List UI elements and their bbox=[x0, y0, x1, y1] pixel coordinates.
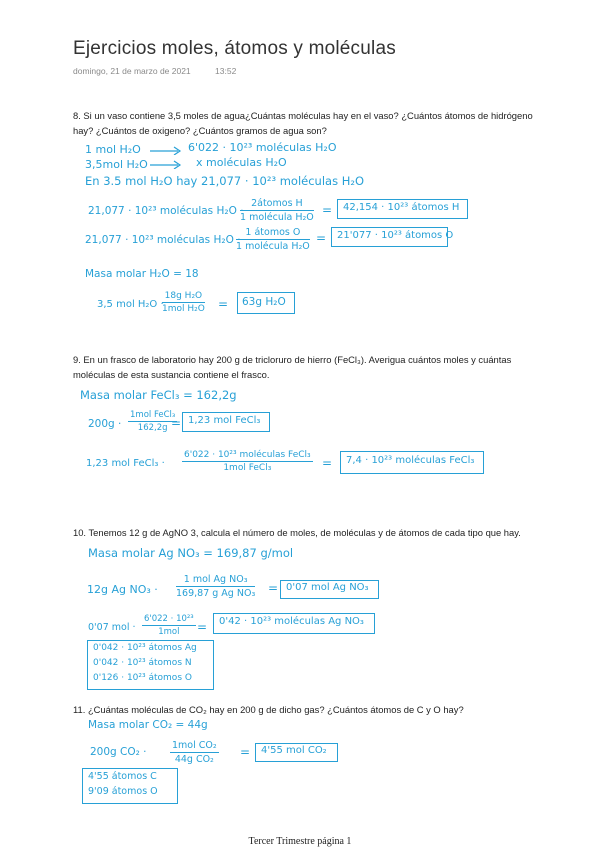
q11-a-result: 4'55 mol CO₂ bbox=[261, 745, 327, 756]
q8-o-equals: = bbox=[316, 231, 327, 245]
q8-g-left: 3,5 mol H₂O · bbox=[97, 299, 164, 310]
q11-atoms-o: 9'09 átomos O bbox=[88, 786, 158, 797]
q9-b-equals: = bbox=[322, 456, 333, 470]
q8-line1-right: 6'022 · 10²³ moléculas H₂O bbox=[188, 141, 337, 154]
q8-g-denominator: 1mol H₂O bbox=[162, 304, 205, 314]
q8-o-fraction bbox=[236, 227, 310, 252]
q9-molar-mass: Masa molar FeCl₃ = 162,2g bbox=[80, 388, 237, 402]
q10-atoms-o: 0'126 · 10²³ átomos O bbox=[93, 673, 192, 683]
q9-a-fraction bbox=[128, 410, 177, 433]
question-10: 10. Tenemos 12 g de AgNO 3, calcula el número de moles, de moléculas y de átomos de cada tipo que hay. bbox=[73, 527, 521, 538]
q8-line1-left: 1 mol H₂O bbox=[85, 143, 141, 156]
q10-atoms-ag: 0'042 · 10²³ átomos Ag bbox=[93, 643, 197, 653]
q8-molar-mass: Masa molar H₂O = 18 bbox=[85, 268, 199, 280]
q10-b-denominator: 1mol bbox=[158, 627, 180, 637]
q11-a-denominator: 44g CO₂ bbox=[174, 754, 214, 765]
q11-a-equals: = bbox=[240, 745, 251, 759]
q9-a-numerator: 1mol FeCl₃ bbox=[130, 410, 176, 420]
question-8: 8. Si un vaso contiene 3,5 moles de agua¿Cuántas moléculas hay en el vaso? ¿Cuántos átomos de hidrógeno hay? ¿Cuántos de oxigeno? ¿Cuántos gramos de agua son? bbox=[73, 110, 533, 136]
q10-a-fraction bbox=[176, 574, 255, 599]
q11-a-left: 200g CO₂ · bbox=[90, 746, 147, 758]
page-time: 13:52 bbox=[215, 66, 237, 76]
q8-line2-left: 3,5mol H₂O bbox=[85, 158, 148, 171]
q10-atoms-n: 0'042 · 10²³ átomos N bbox=[93, 658, 192, 668]
q10-a-equals: = bbox=[268, 581, 279, 595]
q11-molar-mass: Masa molar CO₂ = 44g bbox=[88, 719, 208, 731]
q9-b-numerator: 6'022 · 10²³ moléculas FeCl₃ bbox=[184, 450, 311, 460]
page-footer: Tercer Trimestre página 1 bbox=[248, 836, 352, 847]
q11-a-numerator: 1mol CO₂ bbox=[172, 740, 217, 751]
q10-a-result: 0'07 mol Ag NO₃ bbox=[286, 582, 369, 593]
q8-h-fraction bbox=[240, 198, 314, 223]
q10-b-numerator: 6'022 · 10²³ bbox=[144, 614, 194, 624]
q8-line3: En 3.5 mol H₂O hay 21,077 · 10²³ moléculas H₂O bbox=[85, 174, 365, 188]
q8-h-result: 42,154 · 10²³ átomos H bbox=[343, 202, 460, 213]
q11-atoms-c: 4'55 átomos C bbox=[88, 771, 157, 782]
question-9: 9. En un frasco de laboratorio hay 200 g de tricloruro de hierro (FeCl₃). Averigua cuántos moles y cuántas moléculas de esta sustancia contiene el frasco. bbox=[73, 354, 512, 380]
q8-h-numerator: 2átomos H bbox=[240, 198, 314, 211]
q10-b-fraction bbox=[142, 614, 196, 637]
page-title: Ejercicios moles, átomos y moléculas bbox=[73, 38, 396, 59]
q10-b-equals: = bbox=[197, 620, 208, 634]
q9-a-equals: = bbox=[171, 416, 182, 430]
q10-a-denominator: 169,87 g Ag NO₃ bbox=[176, 588, 256, 599]
q10-a-left: 12g Ag NO₃ · bbox=[87, 583, 158, 596]
q8-g-numerator: 18g H₂O bbox=[162, 291, 205, 303]
page-meta bbox=[73, 66, 258, 76]
q8-g-equals: = bbox=[218, 297, 229, 311]
question-11: 11. ¿Cuántas moléculas de CO₂ hay en 200 g de dicho gas? ¿Cuántos átomos de C y O hay? bbox=[73, 704, 464, 715]
q8-line2-right: x moléculas H₂O bbox=[196, 156, 287, 169]
q8-h-denominator: 1 molécula H₂O bbox=[240, 212, 314, 223]
q8-g-fraction bbox=[162, 291, 205, 314]
q8-o-left: 21,077 · 10²³ moléculas H₂O · bbox=[85, 234, 241, 246]
q9-b-denominator: 1mol FeCl₃ bbox=[223, 463, 272, 473]
q9-a-left: 200g · bbox=[88, 418, 122, 430]
q9-b-left: 1,23 mol FeCl₃ · bbox=[86, 458, 165, 469]
q10-b-result: 0'42 · 10²³ moléculas Ag NO₃ bbox=[219, 616, 364, 627]
q9-a-denominator: 162,2g bbox=[137, 423, 168, 433]
q8-arrow-1 bbox=[150, 145, 182, 155]
q8-h-left: 21,077 · 10²³ moléculas H₂O · bbox=[88, 205, 244, 217]
q10-molar-mass: Masa molar Ag NO₃ = 169,87 g/mol bbox=[88, 546, 294, 560]
q8-o-result: 21'077 · 10²³ átomos O bbox=[337, 230, 454, 241]
page-date: domingo, 21 de marzo de 2021 bbox=[73, 66, 191, 76]
q10-b-left: 0'07 mol · bbox=[88, 622, 136, 633]
q9-a-result: 1,23 mol FeCl₃ bbox=[188, 415, 261, 426]
q8-o-numerator: 1 átomos O bbox=[236, 227, 310, 240]
q8-g-result: 63g H₂O bbox=[242, 296, 286, 308]
q8-arrow-2 bbox=[150, 159, 182, 169]
q11-a-fraction bbox=[170, 740, 219, 765]
q9-b-result: 7,4 · 10²³ moléculas FeCl₃ bbox=[346, 455, 475, 466]
q8-o-denominator: 1 molécula H₂O bbox=[236, 241, 310, 252]
q8-h-equals: = bbox=[322, 203, 333, 217]
q9-b-fraction bbox=[182, 450, 313, 473]
q10-a-numerator: 1 mol Ag NO₃ bbox=[176, 574, 255, 587]
